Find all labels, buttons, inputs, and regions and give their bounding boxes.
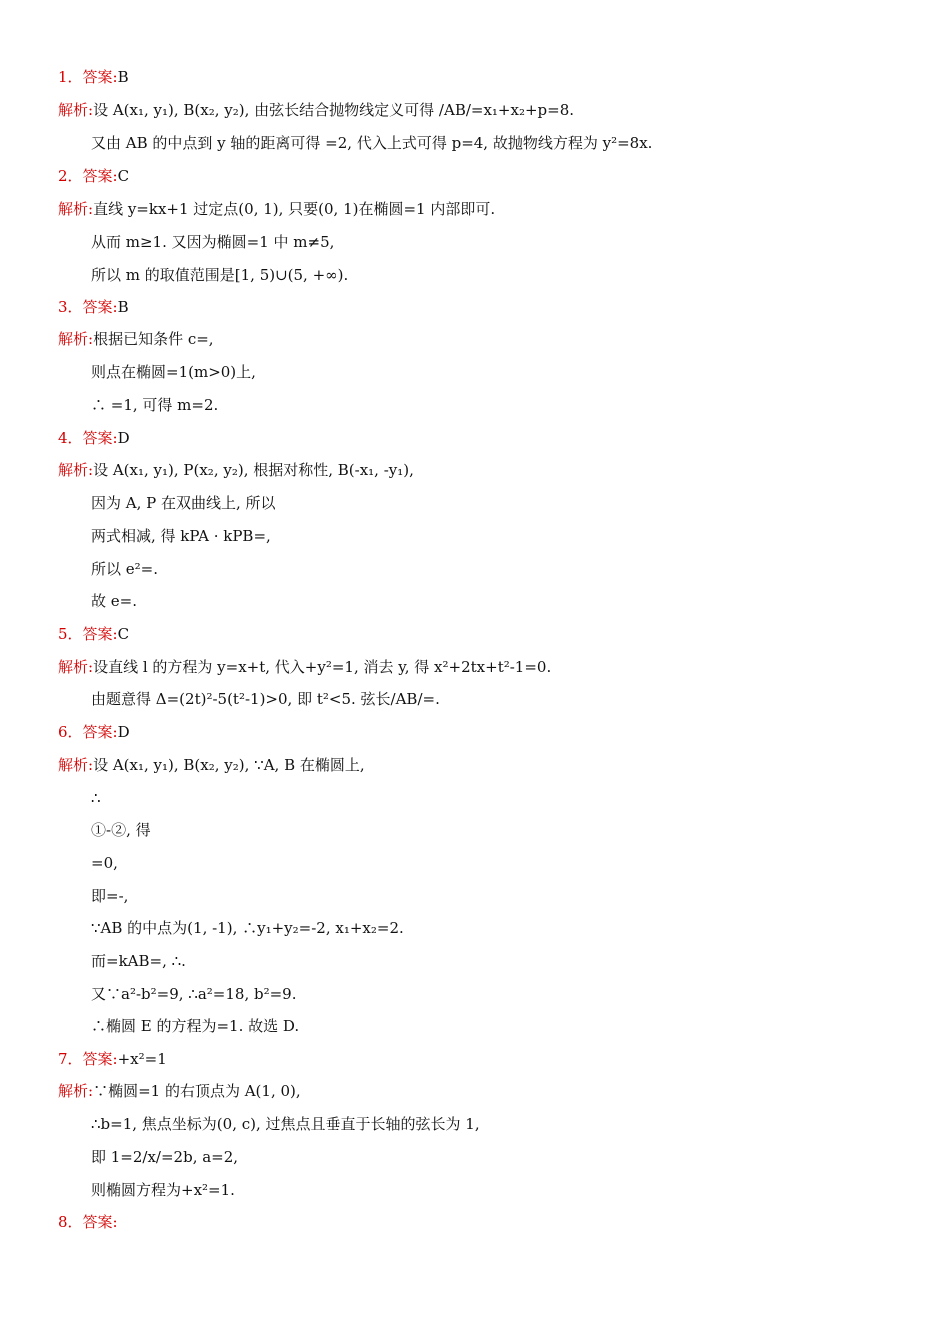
line-text: C <box>117 625 130 643</box>
solution-step-line <box>91 559 158 579</box>
solution-step-line <box>91 918 404 938</box>
line-text: C <box>117 167 130 185</box>
line-label: 解析: <box>58 461 94 479</box>
line-text: B <box>117 68 129 86</box>
solution-step-line <box>91 1016 299 1036</box>
line-label: 2．答案: <box>58 167 118 185</box>
solution-step-line <box>91 493 276 513</box>
line-label: 1．答案: <box>58 68 118 86</box>
line-text: 则点在椭圆=1(m>0)上, <box>91 363 256 381</box>
solution-step-line <box>91 395 218 415</box>
solution-step-line <box>91 886 128 906</box>
line-text: 又∵a²-b²=9, ∴a²=18, b²=9. <box>91 985 297 1003</box>
answer-line <box>58 428 130 448</box>
line-text: ∵椭圆=1 的右顶点为 A(1, 0), <box>93 1082 301 1100</box>
line-text: ①-②, 得 <box>91 821 151 839</box>
line-text: ∴b=1, 焦点坐标为(0, c), 过焦点且垂直于长轴的弦长为 1, <box>91 1115 480 1133</box>
line-text: 由题意得 Δ=(2t)²-5(t²-1)>0, 即 t²<5. 弦长/AB/=. <box>91 690 440 708</box>
line-text: ∴ <box>91 789 101 807</box>
line-text: ∴椭圆 E 的方程为=1. 故选 D. <box>91 1017 300 1035</box>
line-text: 直线 y=kx+1 过定点(0, 1), 只要(0, 1)在椭圆=1 内部即可. <box>93 200 496 218</box>
line-text: 即=-, <box>91 887 129 905</box>
line-text: 而=kAB=, ∴. <box>91 952 186 970</box>
line-label: 解析: <box>58 756 94 774</box>
line-label: 解析: <box>58 330 94 348</box>
line-text: 故 e=. <box>91 592 137 610</box>
line-text: D <box>117 723 130 741</box>
analysis-line <box>58 460 414 480</box>
line-label: 6．答案: <box>58 723 118 741</box>
solution-step-line <box>91 951 186 971</box>
line-text: ∵AB 的中点为(1, -1), ∴y₁+y₂=-2, x₁+x₂=2. <box>91 919 404 937</box>
solution-step-line <box>91 1147 238 1167</box>
solution-step-line <box>91 984 296 1004</box>
answer-line <box>58 722 130 742</box>
line-text: 所以 m 的取值范围是[1, 5)∪(5, +∞). <box>91 266 349 284</box>
analysis-line <box>58 755 365 775</box>
solution-step-line <box>91 265 348 285</box>
solution-step-line <box>91 689 440 709</box>
line-text: 又由 AB 的中点到 y 轴的距离可得 =2, 代入上式可得 p=4, 故抛物线方程为 y²=8x. <box>91 134 653 152</box>
line-text: 即 1=2/x/=2b, a=2, <box>91 1148 239 1166</box>
line-text: 因为 A, P 在双曲线上, 所以 <box>91 494 276 512</box>
line-text: 设 A(x₁, y₁), B(x₂, y₂), ∵A, B 在椭圆上, <box>93 756 365 774</box>
answer-line <box>58 67 129 87</box>
solution-step-line <box>91 788 101 808</box>
line-label: 解析: <box>58 101 94 119</box>
solution-step-line <box>91 232 334 252</box>
solution-step-line <box>91 1114 480 1134</box>
line-label: 7．答案: <box>58 1050 118 1068</box>
line-text: =0, <box>91 854 118 872</box>
analysis-line <box>58 657 551 677</box>
line-text: 两式相减, 得 kPA · kPB=, <box>91 527 271 545</box>
solution-step-line <box>91 362 256 382</box>
line-label: 解析: <box>58 200 94 218</box>
line-text: 从而 m≥1. 又因为椭圆=1 中 m≠5, <box>91 233 335 251</box>
line-text: 设直线 l 的方程为 y=x+t, 代入+y²=1, 消去 y, 得 x²+2tx+t²-1=0. <box>93 658 552 676</box>
line-text: ∴ =1, 可得 m=2. <box>91 396 219 414</box>
answer-line <box>58 1049 167 1069</box>
solution-step-line <box>91 591 137 611</box>
solution-step-line <box>91 1180 235 1200</box>
solution-step-line <box>91 526 271 546</box>
solution-step-line <box>91 820 151 840</box>
line-text: +x²=1 <box>117 1050 167 1068</box>
analysis-line <box>58 100 574 120</box>
line-text: D <box>117 429 130 447</box>
line-label: 5．答案: <box>58 625 118 643</box>
line-label: 解析: <box>58 658 94 676</box>
answer-line <box>58 1212 118 1232</box>
answer-line <box>58 624 129 644</box>
answer-line <box>58 297 129 317</box>
line-label: 8．答案: <box>58 1213 118 1231</box>
answer-line <box>58 166 129 186</box>
line-text: 设 A(x₁, y₁), B(x₂, y₂), 由弦长结合抛物线定义可得 /AB/=x₁+x₂+p=8. <box>93 101 575 119</box>
analysis-line <box>58 199 495 219</box>
line-text: 设 A(x₁, y₁), P(x₂, y₂), 根据对称性, B(-x₁, -y₁), <box>93 461 414 479</box>
analysis-line <box>58 1081 301 1101</box>
line-text: B <box>117 298 129 316</box>
analysis-line <box>58 329 214 349</box>
line-label: 4．答案: <box>58 429 118 447</box>
solution-step-line <box>91 133 652 153</box>
line-text: 所以 e²=. <box>91 560 158 578</box>
line-label: 3．答案: <box>58 298 118 316</box>
line-label: 解析: <box>58 1082 94 1100</box>
line-text: 则椭圆方程为+x²=1. <box>91 1181 235 1199</box>
solution-step-line <box>91 853 118 873</box>
line-text: 根据已知条件 c=, <box>93 330 214 348</box>
